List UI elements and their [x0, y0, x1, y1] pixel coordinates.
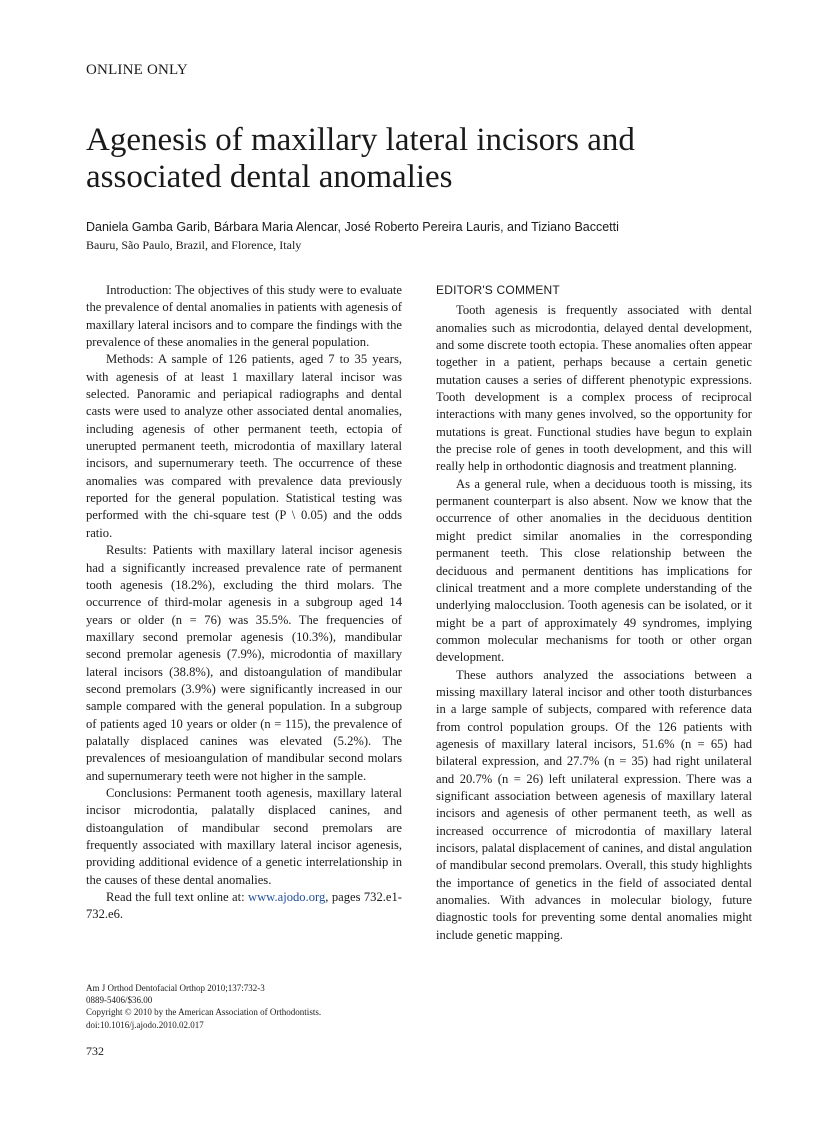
- author-list: Daniela Gamba Garib, Bárbara Maria Alencar, José Roberto Pereira Lauris, and Tiziano Baccetti: [86, 220, 619, 234]
- section-label: ONLINE ONLY: [86, 62, 188, 78]
- abstract-methods: Methods: A sample of 126 patients, aged 7 to 35 years, with agenesis of at least 1 maxillary lateral incisor was selected. Panoramic and periapical radiographs and dental casts were used to analyze other associated dental anomalies, including agenesis of other permanent teeth, ectopia of unerupted permanent teeth, microdontia of maxillary lateral incisors, and supernumerary teeth. The occurrence of these anomalies was compared with prevalence data previously reported for the general population. Statistical testing was performed with the chi-square test (P \ 0.05) and the odds ratio.: [86, 352, 402, 540]
- issn: 0889-5406/$36.00: [86, 995, 153, 1006]
- editors-comment-paragraph-3: These authors analyzed the associations between a missing maxillary lateral incisor and other tooth disturbances in a large sample of subjects, compared with reference data from control population groups. Of the 126 patients with agenesis of maxillary lateral incisors, 51.6% (n = 65) had bilateral expression, and 27.7% (n = 35) had right unilateral and 20.7% (n = 26) left unilateral expression. There was a significant association between agenesis of maxillary lateral incisors and agenesis of other permanent teeth, as well as increased occurrence of microdontia of maxillary lateral incisors, palatal displacement of canines, and distal angulation of mandibular second premolars. Overall, this study highlights the importance of genetics in the field of associated dental anomalies. With advances in molecular biology, future diagnostic tools for preventing some dental anomalies might include genetic mapping.: [436, 667, 752, 942]
- abstract-conclusions: Conclusions: Permanent tooth agenesis, maxillary lateral incisor microdontia, palatally displaced canines, and distoangulation of mandibular second premolars are frequently associated with maxillary lateral incisor agenesis, providing additional evidence of a genetic interrelationship in the causes of these dental anomalies.: [86, 785, 402, 887]
- article-title: [86, 122, 766, 196]
- editors-comment-paragraph-2: As a general rule, when a deciduous tooth is missing, its permanent counterpart is also absent. Now we know that the occurrence of other anomalies in the deciduous dentition might predict similar anomalies in the corresponding permanent teeth. This close relationship between the deciduous and permanent dentitions has implications for clinical treatment and a more complete understanding of the underlying malocclusion. Tooth agenesis can be isolated, or it might be a part of approximately 49 syndromes, implying common molecular mechanisms for tooth or other organ development.: [436, 476, 752, 665]
- page-number: 732: [86, 1044, 104, 1058]
- journal-link[interactable]: www.ajodo.org: [247, 890, 326, 905]
- journal-citation: Am J Orthod Dentofacial Orthop 2010;137:732-3: [86, 983, 265, 993]
- read-more: [86, 889, 402, 924]
- editors-comment-paragraph-1: Tooth agenesis is frequently associated with dental anomalies such as microdontia, delayed dental development, and some discrete tooth ectopia. These anomalies often appear together in a patient, perhaps because a certain genetic mutation causes a series of different phenotypic expressions. Tooth development is a complex process of reciprocal interactions with many genes involved, so the opportunity for mutations is great. Functional studies have begun to explain the precise role of genes in tooth development, and this will really help in orthodontic diagnosis and treatment planning.: [436, 303, 752, 474]
- read-more-prefix: Read the full text online at:: [106, 890, 248, 905]
- read-more-suffix: , pages 732.e1-732.e6.: [86, 890, 402, 922]
- title-line-2: associated dental anomalies: [86, 159, 453, 195]
- copyright: Copyright © 2010 by the American Association of Orthodontists.: [86, 1007, 322, 1018]
- editors-comment-heading: EDITOR'S COMMENT: [436, 283, 560, 297]
- abstract-column: [86, 282, 402, 924]
- abstract-results: Results: Patients with maxillary lateral incisor agenesis had a significantly increased prevalence rate of permanent tooth agenesis (18.2%), excluding the third molars. The occurrence of third-molar agenesis in a subgroup aged 14 years or older (n = 76) was 35.5%. The frequencies of maxillary second premolar agenesis (10.3%), mandibular second premolar agenesis (7.9%), microdontia of maxillary lateral incisors (38.8%), and distoangulation of mandibular second premolars (3.9%) were significantly increased in our sample compared with the general population. In a subgroup of patients aged 10 years or older (n = 115), the prevalence of palatally displaced canines was elevated (5.2%). The prevalences of mesioangulation of mandibular second molars and supernumerary teeth were not higher in the sample.: [86, 543, 402, 783]
- editors-comment-column: [436, 282, 752, 944]
- abstract-introduction: Introduction: The objectives of this study were to evaluate the prevalence of dental anomalies in patients with agenesis of maxillary lateral incisors and to compare the findings with the prevalence of these anomalies in the general population.: [86, 283, 402, 350]
- doi: doi:10.1016/j.ajodo.2010.02.017: [86, 1019, 204, 1030]
- affiliation: Bauru, São Paulo, Brazil, and Florence, Italy: [86, 238, 302, 252]
- citation-block: [86, 982, 416, 1031]
- title-line-1: Agenesis of maxillary lateral incisors and: [86, 122, 635, 158]
